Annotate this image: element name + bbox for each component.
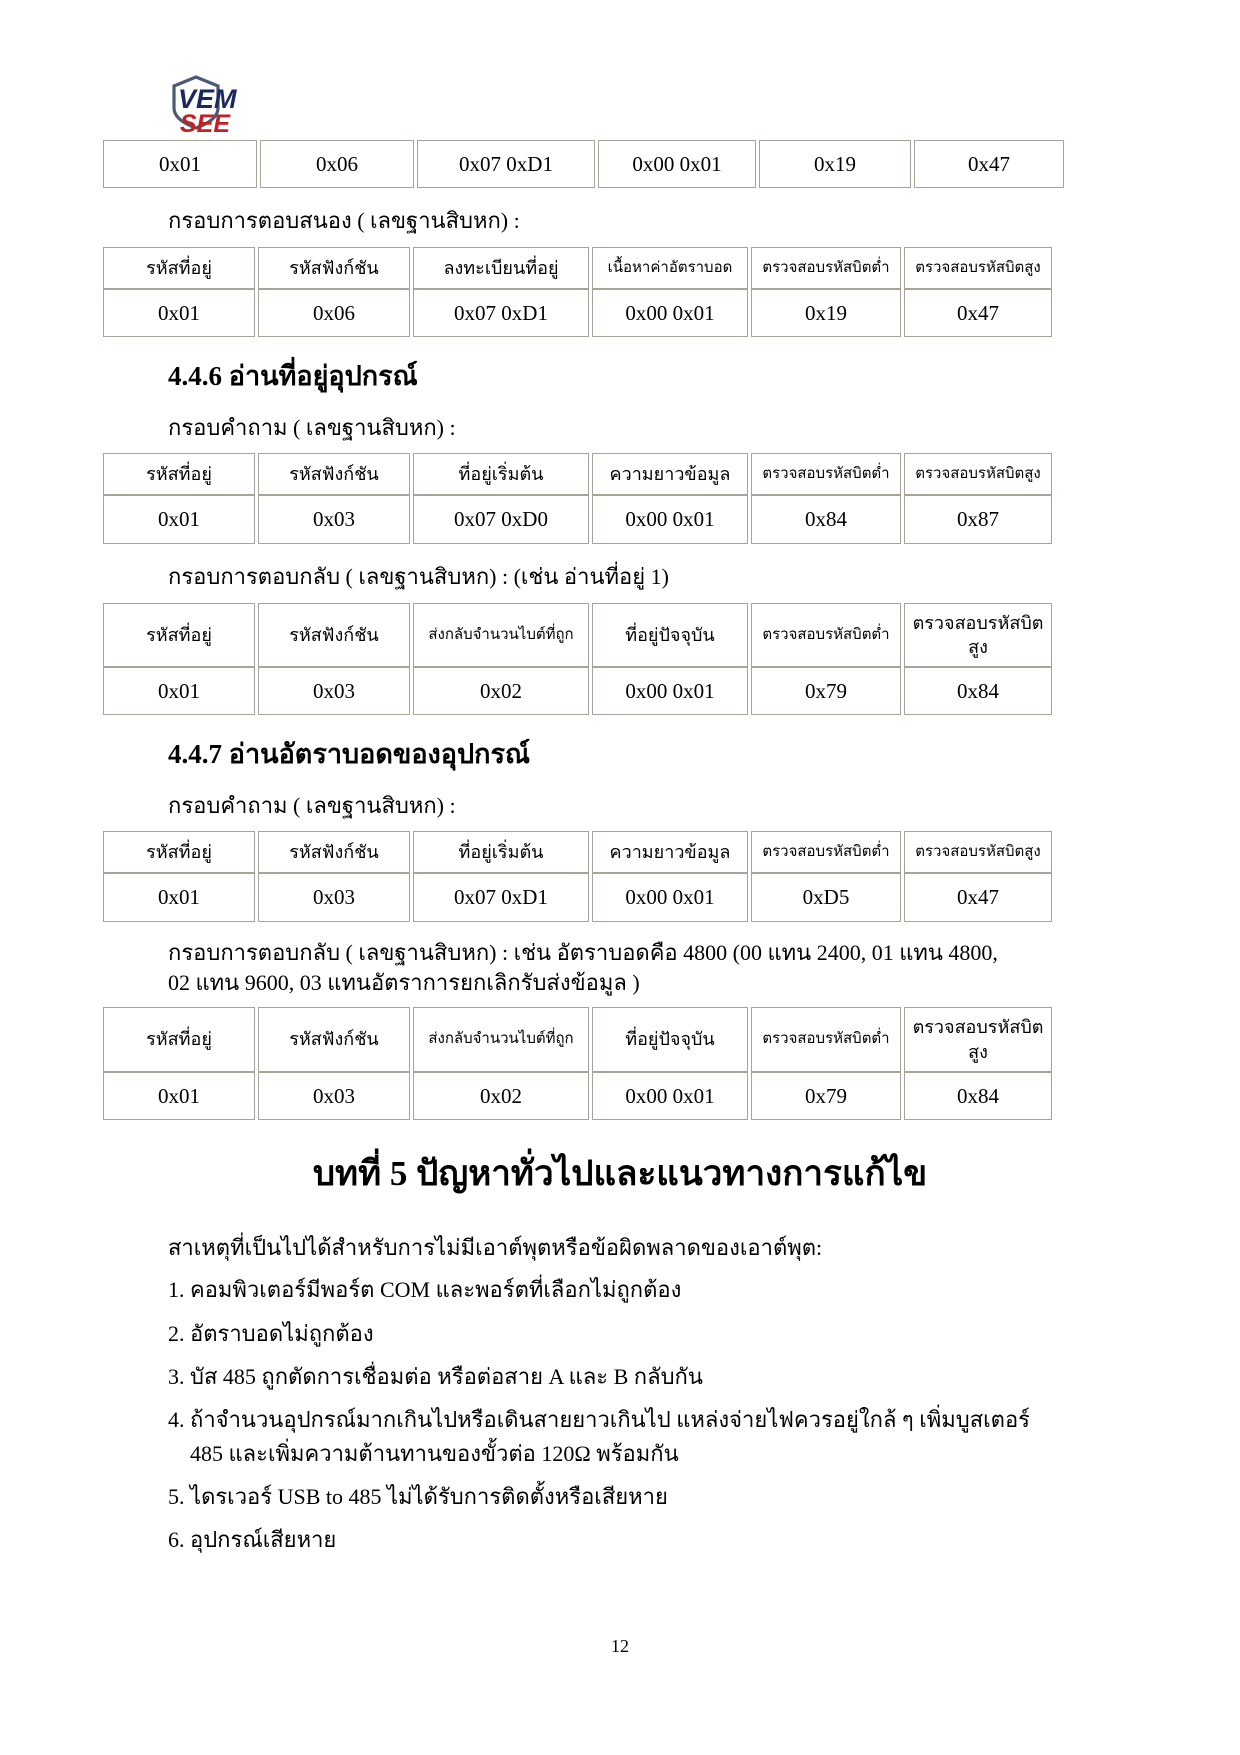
table-query-446 <box>100 453 1055 543</box>
caption-query-frame-447: กรอบคำถาม ( เลขฐานสิบหก) : <box>168 792 456 818</box>
column-header: ที่อยู่เริ่มต้น <box>413 831 589 873</box>
caption-line-1: กรอบการตอบกลับ ( เลขฐานสิบหก) : เช่น อัตราบอดคือ 4800 (00 แทน 2400, 01 แทน 4800, <box>168 939 998 965</box>
cell-value: 0x87 <box>904 495 1052 543</box>
column-header: รหัสฟังก์ชัน <box>258 831 410 873</box>
column-header: รหัสที่อยู่ <box>103 1007 255 1072</box>
column-header: ตรวจสอบรหัสบิตต่ำ <box>751 247 901 289</box>
cell-value: 0x07 0xD1 <box>417 140 595 188</box>
cell-value: 0x02 <box>413 1072 589 1120</box>
column-header: ลงทะเบียนที่อยู่ <box>413 247 589 289</box>
table-row <box>103 140 1064 188</box>
cell-value: 0x06 <box>260 140 414 188</box>
cell-value: 0x07 0xD1 <box>413 873 589 921</box>
cell-value: 0x01 <box>103 667 255 715</box>
caption-line-2: 02 แทน 9600, 03 แทนอัตราการยกเลิกรับส่งข้อมูล ) <box>168 970 640 996</box>
issues-list <box>0 1273 1240 1557</box>
cell-value: 0x01 <box>103 1072 255 1120</box>
list-item-number: 1. <box>168 1277 185 1303</box>
cell-value: 0x00 0x01 <box>592 667 748 715</box>
list-item <box>168 1480 1108 1514</box>
caption-response-frame: กรอบการตอบสนอง ( เลขฐานสิบหก) : <box>168 208 520 234</box>
list-item-text: ถ้าจำนวนอุปกรณ์มากเกินไปหรือเดินสายยาวเกินไป แหล่งจ่ายไฟควรอยู่ใกล้ ๆ เพิ่มบูสเตอร์ <box>190 1406 1030 1432</box>
table-header-row <box>103 603 1052 668</box>
cell-value: 0x79 <box>751 1072 901 1120</box>
table-row <box>103 667 1052 715</box>
column-header: ตรวจสอบรหัสบิตต่ำ <box>751 453 901 495</box>
table-row <box>103 873 1052 921</box>
logo-svg <box>166 74 296 136</box>
cell-value: 0x00 0x01 <box>592 873 748 921</box>
column-header: ตรวจสอบรหัสบิตสูง <box>904 453 1052 495</box>
cell-value: 0x07 0xD0 <box>413 495 589 543</box>
cell-value: 0x01 <box>103 495 255 543</box>
table-write-values-top <box>100 140 1067 188</box>
column-header: ส่งกลับจำนวนไบต์ที่ถูก <box>413 603 589 668</box>
table-query-447 <box>100 831 1055 921</box>
column-header: รหัสที่อยู่ <box>103 247 255 289</box>
cell-value: 0x79 <box>751 667 901 715</box>
column-header: ที่อยู่ปัจจุบัน <box>592 603 748 668</box>
cell-value: 0x03 <box>258 667 410 715</box>
cell-value: 0x84 <box>904 1072 1052 1120</box>
list-item <box>168 1273 1108 1307</box>
list-item-text: ไดรเวอร์ USB to 485 ไม่ได้รับการติดตั้งหรือเสียหาย <box>190 1483 668 1509</box>
column-header: ความยาวข้อมูล <box>592 831 748 873</box>
chapter-title: บทที่ 5 ปัญหาทั่วไปและแนวทางการแก้ไข <box>312 1154 928 1194</box>
page-number: 12 <box>611 1636 629 1656</box>
list-item <box>168 1523 1108 1557</box>
list-item-number: 3. <box>168 1363 185 1389</box>
cell-value: 0x07 0xD1 <box>413 289 589 337</box>
column-header: ตรวจสอบรหัสบิตต่ำ <box>751 831 901 873</box>
page-content <box>0 140 1240 1557</box>
column-header: ตรวจสอบรหัสบิตสูง <box>904 603 1052 668</box>
list-item-number: 5. <box>168 1483 185 1509</box>
table-row <box>103 289 1052 337</box>
cell-value: 0x00 0x01 <box>592 289 748 337</box>
list-item-text: อุปกรณ์เสียหาย <box>190 1527 337 1553</box>
cell-value: 0x02 <box>413 667 589 715</box>
column-header: รหัสฟังก์ชัน <box>258 603 410 668</box>
cell-value: 0x01 <box>103 873 255 921</box>
column-header: ส่งกลับจำนวนไบต์ที่ถูก <box>413 1007 589 1072</box>
list-item-text-continuation: 485 และเพิ่มความต้านทานของขั้วต่อ 120Ω พร้อมกัน <box>190 1440 679 1466</box>
column-header: รหัสที่อยู่ <box>103 453 255 495</box>
list-item-text: บัส 485 ถูกตัดการเชื่อมต่อ หรือต่อสาย A และ B กลับกัน <box>190 1363 703 1389</box>
table-header-row <box>103 1007 1052 1072</box>
cell-value: 0xD5 <box>751 873 901 921</box>
column-header: รหัสฟังก์ชัน <box>258 453 410 495</box>
list-item-number: 6. <box>168 1527 185 1553</box>
cell-value: 0x47 <box>904 873 1052 921</box>
column-header: ที่อยู่เริ่มต้น <box>413 453 589 495</box>
list-item <box>168 1317 1108 1351</box>
column-header: รหัสฟังก์ชัน <box>258 1007 410 1072</box>
column-header: ตรวจสอบรหัสบิตสูง <box>904 1007 1052 1072</box>
column-header: ตรวจสอบรหัสบิตต่ำ <box>751 1007 901 1072</box>
cell-value: 0x06 <box>258 289 410 337</box>
cell-value: 0x47 <box>914 140 1064 188</box>
cell-value: 0x84 <box>751 495 901 543</box>
table-row <box>103 1072 1052 1120</box>
caption-query-frame-446: กรอบคำถาม ( เลขฐานสิบหก) : <box>168 414 456 440</box>
column-header: รหัสฟังก์ชัน <box>258 247 410 289</box>
list-item-number: 4. <box>168 1406 185 1432</box>
cell-value: 0x01 <box>103 140 257 188</box>
cell-value: 0x00 0x01 <box>592 495 748 543</box>
list-item <box>168 1403 1108 1471</box>
table-header-row <box>103 453 1052 495</box>
column-header: ตรวจสอบรหัสบิตสูง <box>904 831 1052 873</box>
cell-value: 0x03 <box>258 495 410 543</box>
table-reply-447 <box>100 1007 1055 1120</box>
caption-reply-frame-447 <box>168 938 1240 1000</box>
cell-value: 0x03 <box>258 873 410 921</box>
cell-value: 0x47 <box>904 289 1052 337</box>
caption-reply-frame-446: กรอบการตอบกลับ ( เลขฐานสิบหก) : (เช่น อ่านที่อยู่ 1) <box>168 563 669 589</box>
cell-value: 0x00 0x01 <box>598 140 756 188</box>
cell-value: 0x00 0x01 <box>592 1072 748 1120</box>
column-header: รหัสที่อยู่ <box>103 603 255 668</box>
table-response-frame <box>100 247 1055 337</box>
logo-bottom-text: SEE <box>180 110 231 136</box>
list-item-text: อัตราบอดไม่ถูกต้อง <box>190 1320 374 1346</box>
table-header-row <box>103 247 1052 289</box>
table-row <box>103 495 1052 543</box>
column-header: ความยาวข้อมูล <box>592 453 748 495</box>
chapter-lead-text: สาเหตุที่เป็นไปได้สำหรับการไม่มีเอาต์พุตหรือข้อผิดพลาดของเอาต์พุต: <box>168 1235 823 1261</box>
logo-top-text: VEM <box>178 84 237 114</box>
section-heading-446: 4.4.6 อ่านที่อยู่อุปกรณ์ <box>168 361 418 392</box>
list-item-text: คอมพิวเตอร์มีพอร์ต COM และพอร์ตที่เลือกไม่ถูกต้อง <box>190 1277 682 1303</box>
cell-value: 0x01 <box>103 289 255 337</box>
column-header: รหัสที่อยู่ <box>103 831 255 873</box>
section-heading-447: 4.4.7 อ่านอัตราบอดของอุปกรณ์ <box>168 739 530 770</box>
column-header: ที่อยู่ปัจจุบัน <box>592 1007 748 1072</box>
cell-value: 0x19 <box>751 289 901 337</box>
cell-value: 0x03 <box>258 1072 410 1120</box>
list-item-number: 2. <box>168 1320 185 1346</box>
cell-value: 0x84 <box>904 667 1052 715</box>
column-header: ตรวจสอบรหัสบิตสูง <box>904 247 1052 289</box>
column-header: เนื้อหาค่าอัตราบอด <box>592 247 748 289</box>
table-header-row <box>103 831 1052 873</box>
cell-value: 0x19 <box>759 140 911 188</box>
vemsee-logo <box>166 74 296 136</box>
column-header: ตรวจสอบรหัสบิตต่ำ <box>751 603 901 668</box>
list-item <box>168 1360 1108 1394</box>
table-reply-446 <box>100 603 1055 716</box>
